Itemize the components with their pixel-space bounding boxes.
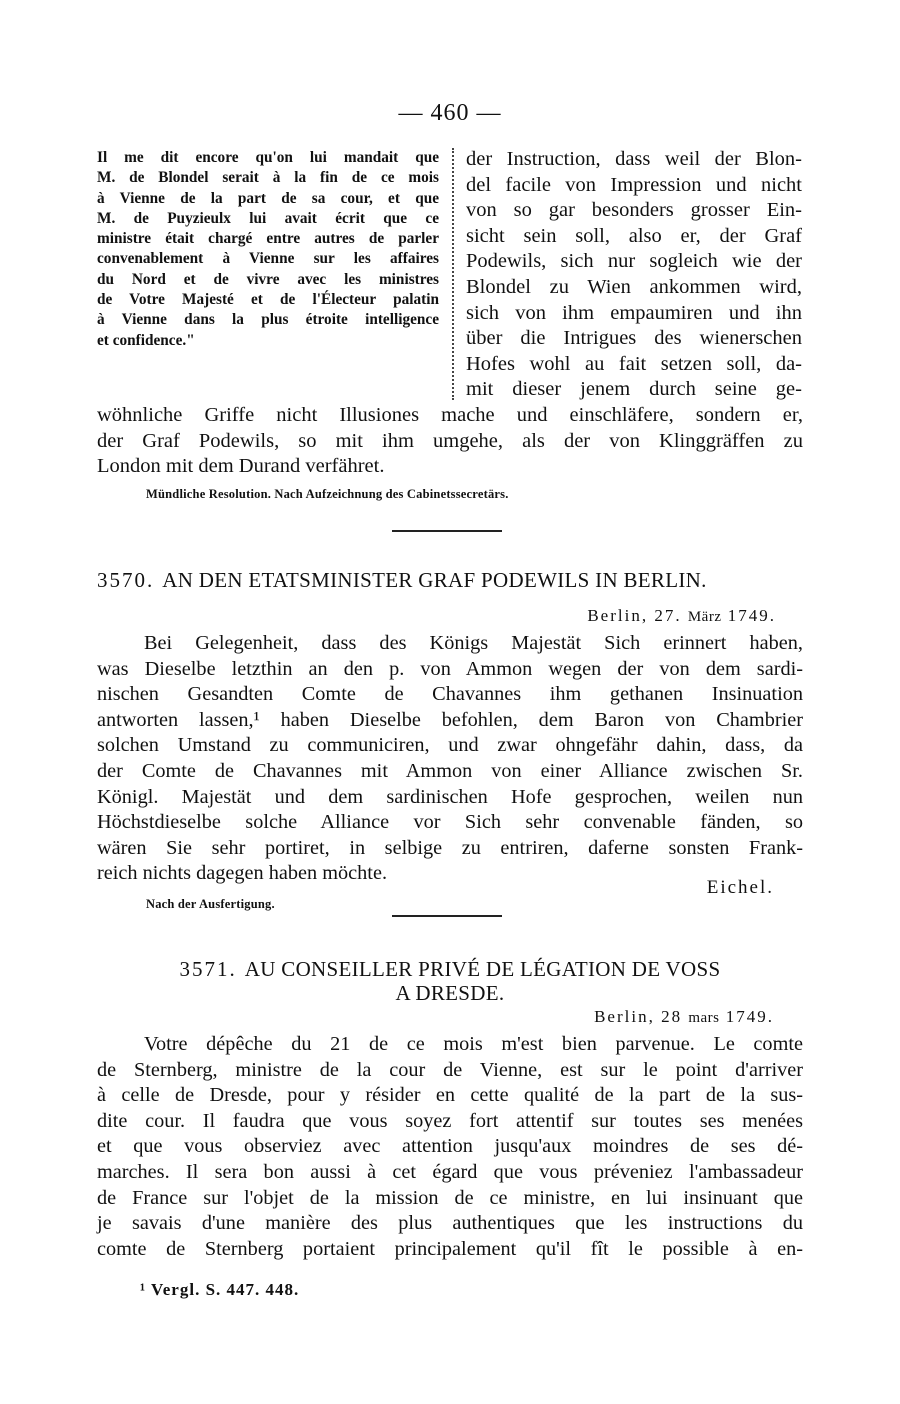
text-line: sicht sein soll, also er, der Graf <box>466 224 802 247</box>
text-line: de Votre Majesté et de l'Électeur palatin <box>97 291 439 309</box>
dateline-year: 1749. <box>727 606 776 625</box>
text-line: der Instruction, dass weil der Blon- <box>466 148 802 170</box>
text-line: solchen Umstand zu communiciren, und zwar ohngefähr dahin, dass, da <box>97 734 803 757</box>
dateline-place: Berlin, 28 <box>594 1007 683 1026</box>
footnote: ¹ Vergl. S. 447. 448. <box>140 1280 300 1299</box>
continuation-text <box>97 403 803 480</box>
text-line: antworten lassen,¹ haben Dieselbe befohlen, dem Baron von Chambrier <box>97 708 803 731</box>
text-line: was Dieselbe letzthin an den p. von Ammon wegen der von dem sardi- <box>97 657 803 680</box>
text-line: et confidence." <box>97 331 195 349</box>
text-line: Hofes wohl au fait setzen soll, da- <box>466 352 802 375</box>
page-number: — 460 — <box>398 100 502 126</box>
dateline-year: 1749. <box>725 1007 774 1026</box>
text-line: M. de Blondel serait à la fin de ce mois <box>97 169 439 187</box>
letter-body <box>97 1032 803 1262</box>
text-line: et que vous observiez avec attention jusqu'aux moindres de ses dé- <box>97 1135 803 1158</box>
column-divider <box>452 148 454 400</box>
text-line: marches. Il sera bon aussi à cet égard que vous préveniez l'ambassadeur <box>97 1160 803 1183</box>
text-line: comte de Sternberg portaient principalement qu'il fît le possible à en- <box>97 1237 803 1260</box>
letter-number: 3570. <box>97 568 155 592</box>
dateline-place: Berlin, 27. <box>587 606 682 625</box>
letter-body <box>97 631 803 887</box>
text-line: der Comte de Chavannes mit Ammon von einer Alliance zwischen Sr. <box>97 759 803 782</box>
text-line: Blondel zu Wien ankommen wird, <box>466 275 802 298</box>
dateline-month: mars <box>688 1010 720 1026</box>
text-line: à Vienne dans la plus étroite intelligence <box>97 311 439 329</box>
letter-title: AN DEN ETATSMINISTER GRAF PODEWILS IN BERLIN. <box>162 568 707 592</box>
dateline-month: März <box>687 609 722 625</box>
source-note: Mündliche Resolution. Nach Aufzeichnung des Cabinetssecretärs. <box>146 487 509 501</box>
text-line: de Sternberg, ministre de la cour de Vienne, est sur le point d'arriver <box>97 1058 803 1081</box>
right-column-text <box>466 147 802 403</box>
letter-number: 3571. <box>179 957 237 981</box>
text-line: wären Sie sehr portiret, in selbige zu entriren, daferne sonsten Frank- <box>97 836 803 859</box>
letter-title-line2: A DRESDE. <box>395 981 505 1005</box>
text-line: ministre était chargé entre autres de parler <box>97 230 439 248</box>
text-line: Votre dépêche du 21 de ce mois m'est bien parvenue. Le comte <box>144 1033 803 1055</box>
text-line: du Nord et de vivre avec les ministres <box>97 270 439 288</box>
text-line: je savais d'une manière des plus authentiques que les instructions du <box>97 1212 803 1235</box>
text-line: von so gar besonders grosser Ein- <box>466 199 802 222</box>
text-line: à celle de Dresde, pour y résider en cette qualité de la part de la sus- <box>97 1084 803 1107</box>
section-rule <box>392 530 502 532</box>
letter-heading <box>97 568 803 593</box>
text-line: del facile von Impression und nicht <box>466 173 802 196</box>
text-line: dite cour. Il faudra que vous soyez fort attentif sur toutes ses menées <box>97 1109 803 1132</box>
text-line: der Graf Podewils, so mit ihm umgehe, als der von Klinggräffen zu <box>97 429 803 452</box>
text-line: M. de Puyzieulx lui avait écrit que ce <box>97 209 439 227</box>
letter-heading <box>0 957 900 1005</box>
text-line: Königl. Majestät und dem sardinischen Hofe gesprochen, weilen nun <box>97 785 803 808</box>
text-line: Podewils, sich nur sogleich wie der <box>466 250 802 273</box>
text-line: Il me dit encore qu'on lui mandait que <box>97 149 439 166</box>
text-line: London mit dem Durand verfähret. <box>97 455 385 478</box>
text-line: de France sur l'objet de la mission de ce ministre, en lui insinuant que <box>97 1186 803 1209</box>
text-line: Bei Gelegenheit, dass des Königs Majestät Sich erinnert haben, <box>144 632 803 654</box>
text-line: reich nichts dagegen haben möchte. <box>97 862 388 885</box>
letter-title: AU CONSEILLER PRIVÉ DE LÉGATION DE VOSS <box>244 957 721 981</box>
text-line: Höchstdieselbe solche Alliance vor Sich sehr convenable fänden, so <box>97 811 803 834</box>
source-note: Nach der Ausfertigung. <box>146 897 275 911</box>
text-line: wöhnliche Griffe nicht Illusiones mache und einschläfere, sondern er, <box>97 404 803 426</box>
text-line: à Vienne de la part de sa cour, et que <box>97 189 439 207</box>
text-line: nischen Gesandten Comte de Chavannes ihm gethanen Insinuation <box>97 683 803 706</box>
section-rule <box>392 915 502 917</box>
text-line: mit dieser jenem durch seine ge- <box>466 378 802 401</box>
text-line: convenablement à Vienne sur les affaires <box>97 250 439 268</box>
text-line: über die Intrigues des wienerschen <box>466 327 802 350</box>
left-column-quote <box>97 148 439 351</box>
text-line: sich von ihm empaumiren und ihn <box>466 301 802 324</box>
signature: Eichel. <box>706 877 774 898</box>
dateline <box>587 606 776 626</box>
dateline <box>594 1007 774 1027</box>
